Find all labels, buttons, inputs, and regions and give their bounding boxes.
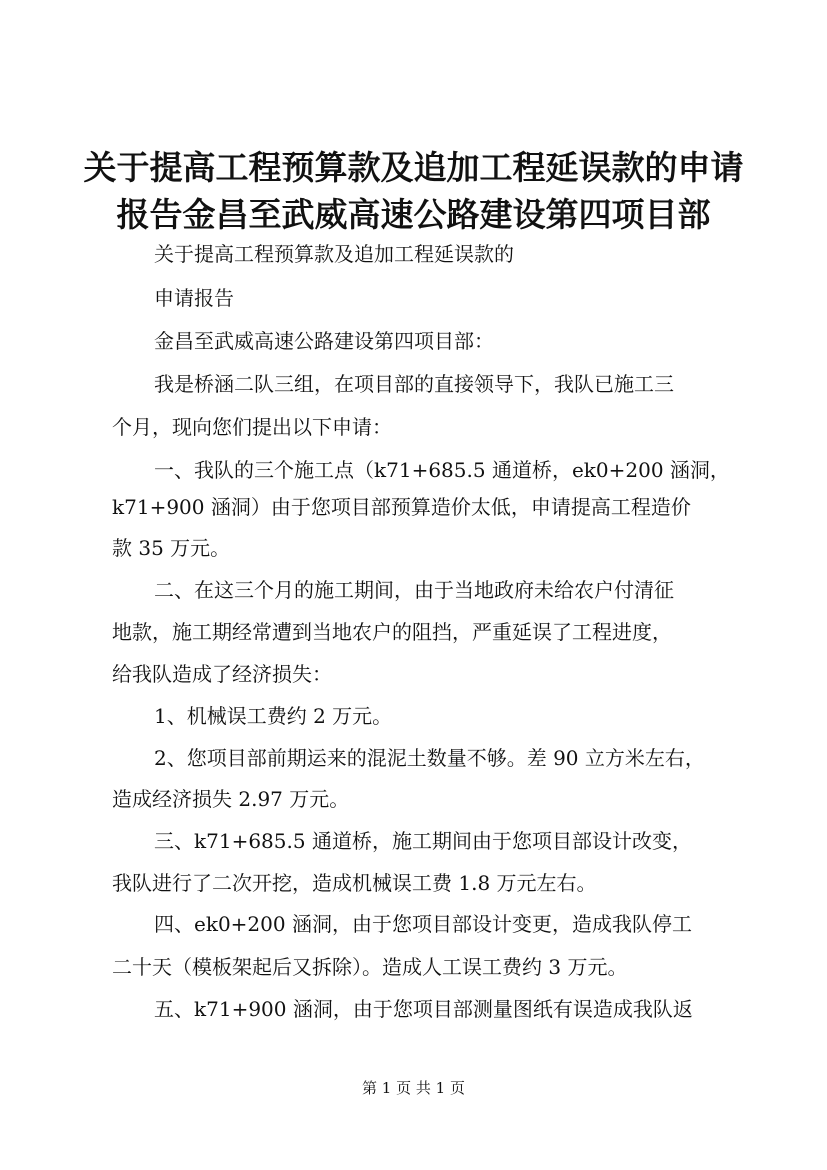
body-line: 我队进行了二次开挖，造成机械误工费 1.8 万元左右。	[112, 871, 597, 895]
body-line: 个月，现向您们提出以下申请：	[112, 415, 392, 439]
body-line: 申请报告	[154, 286, 234, 310]
document-title-line-1: 关于提高工程预算款及追加工程延误款的申请	[83, 148, 744, 187]
body-line: 款 35 万元。	[112, 536, 231, 560]
body-line: 三、k71+685.5 通道桥，施工期间由于您项目部设计改变，	[154, 829, 692, 853]
body-line: 我是桥涵二队三组，在项目部的直接领导下，我队已施工三	[154, 372, 674, 396]
body-line: 2、您项目部前期运来的混泥土数量不够。差 90 立方米左右，	[154, 746, 705, 770]
body-line: 四、ek0+200 涵洞，由于您项目部设计变更，造成我队停工	[154, 912, 692, 936]
document-title-line-2: 报告金昌至武威高速公路建设第四项目部	[116, 195, 711, 234]
body-line: 造成经济损失 2.97 万元。	[112, 787, 350, 811]
body-line: k71+900 涵洞）由于您项目部预算造价太低，申请提高工程造价	[112, 495, 691, 519]
body-line: 金昌至武威高速公路建设第四项目部：	[154, 329, 494, 353]
body-line: 地款，施工期经常遭到当地农户的阻挡，严重延误了工程进度，	[112, 620, 672, 644]
body-line: 1、机械误工费约 2 万元。	[154, 704, 393, 728]
body-line: 关于提高工程预算款及追加工程延误款的	[154, 242, 514, 266]
body-line: 五、k71+900 涵洞，由于您项目部测量图纸有误造成我队返	[154, 997, 693, 1021]
body-line: 二、在这三个月的施工期间，由于当地政府未给农户付清征	[154, 578, 674, 602]
page-footer: 第 1 页 共 1 页	[362, 1079, 465, 1097]
body-line: 二十天（模板架起后又拆除）。造成人工误工费约 3 万元。	[112, 955, 628, 979]
body-line: 一、我队的三个施工点（k71+685.5 通道桥，ek0+200 涵洞，	[154, 458, 730, 482]
body-line: 给我队造成了经济损失：	[112, 662, 332, 686]
